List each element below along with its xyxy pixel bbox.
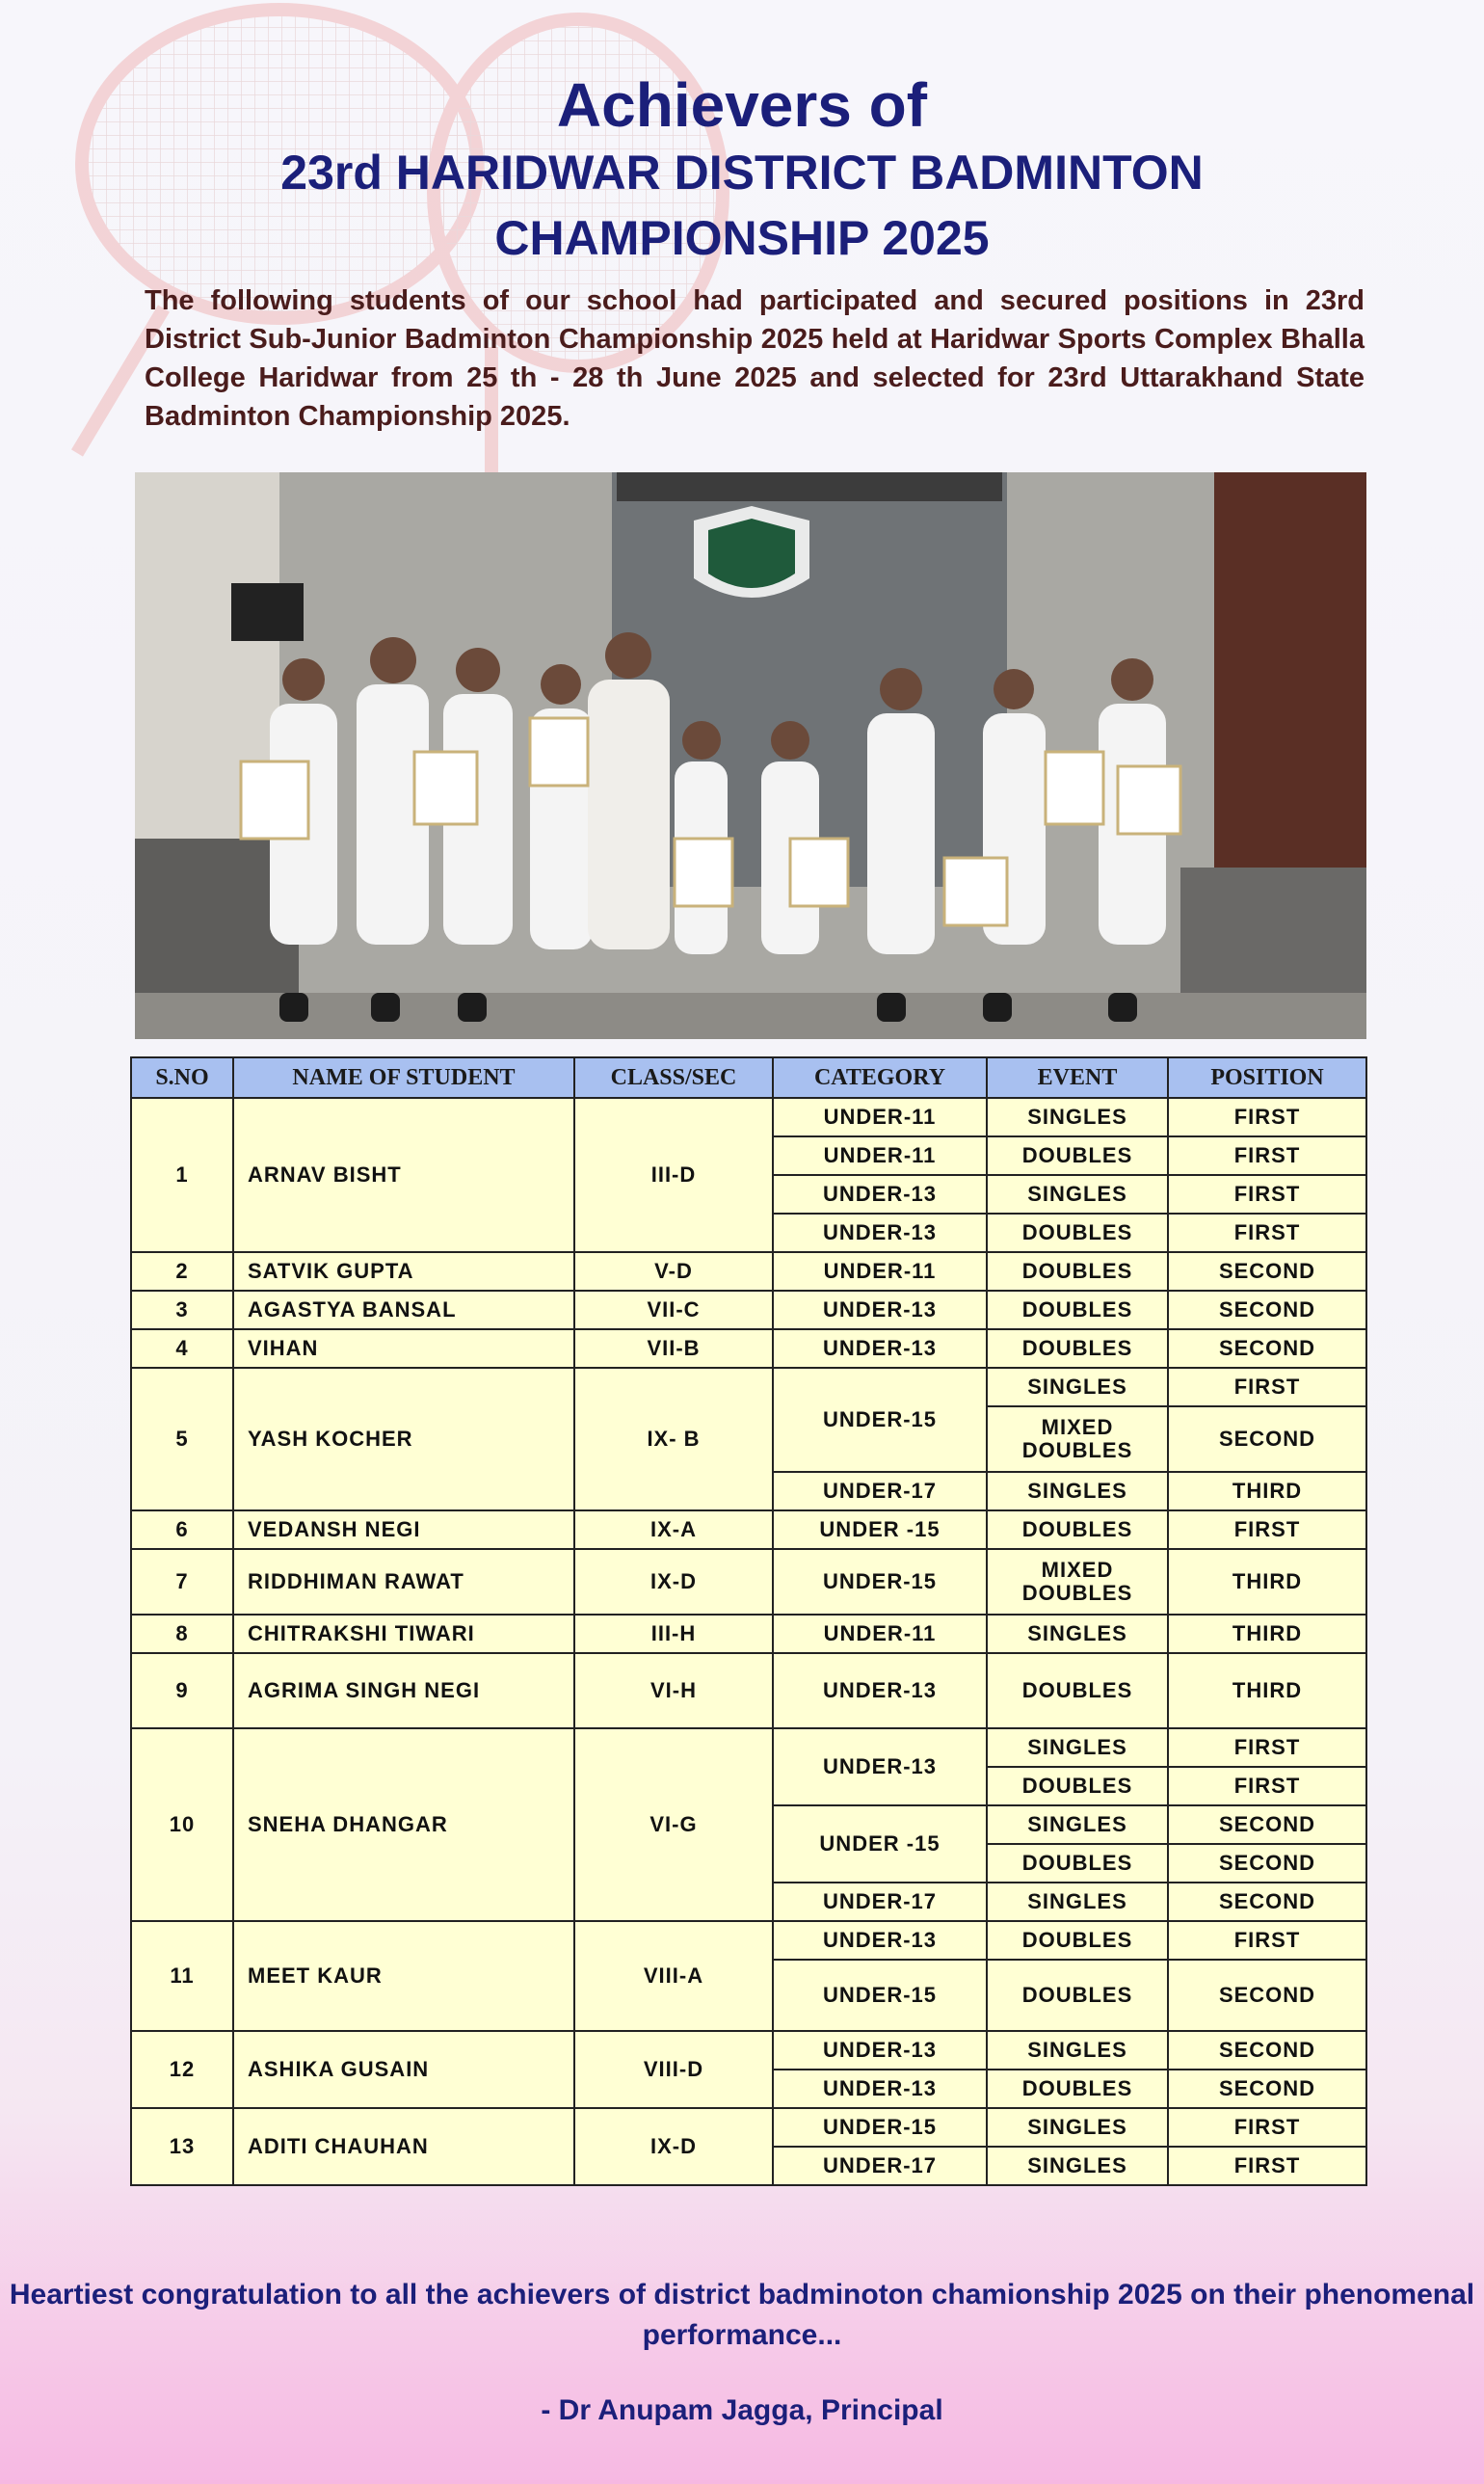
class-cell: IX-A (574, 1510, 773, 1549)
header-category: CATEGORY (773, 1057, 987, 1098)
position-cell: SECOND (1168, 1883, 1366, 1921)
position-cell: SECOND (1168, 1805, 1366, 1844)
sno-cell: 2 (131, 1252, 233, 1291)
page-title: Achievers of (556, 70, 928, 140)
position-cell: SECOND (1168, 1291, 1366, 1329)
event-cell: DOUBLES (987, 1960, 1168, 2031)
event-cell: SINGLES (987, 1805, 1168, 1844)
class-cell: IX-D (574, 2108, 773, 2185)
event-cell: SINGLES (987, 2147, 1168, 2185)
category-cell: UNDER-13 (773, 1214, 987, 1252)
position-cell: SECOND (1168, 1329, 1366, 1368)
sno-cell: 13 (131, 2108, 233, 2185)
event-cell: SINGLES (987, 1368, 1168, 1406)
position-cell: THIRD (1168, 1472, 1366, 1510)
table-row (131, 1098, 1366, 1136)
category-cell: UNDER-15 (773, 2108, 987, 2147)
table-row (131, 1615, 1366, 1653)
position-cell: FIRST (1168, 1510, 1366, 1549)
position-cell: FIRST (1168, 1136, 1366, 1175)
event-cell: SINGLES (987, 1098, 1168, 1136)
table-row (131, 1728, 1366, 1767)
student-name-cell: SNEHA DHANGAR (233, 1728, 574, 1921)
table-row (131, 1921, 1366, 1960)
table-row (131, 1252, 1366, 1291)
position-cell: THIRD (1168, 1549, 1366, 1615)
intro-paragraph: The following students of our school had participated and secured positions in 23rd District Sub-Junior Badminton Championship 2025 held at Haridwar Sports Complex Bhalla College Haridwar from 25 th - 28 th June 2025 and selected for 23rd Uttarakhand State Badminton Championship 2025. (145, 285, 1365, 432)
event-cell: SINGLES (987, 1472, 1168, 1510)
position-cell: FIRST (1168, 1098, 1366, 1136)
event-cell: DOUBLES (987, 1653, 1168, 1728)
position-cell: FIRST (1168, 1214, 1366, 1252)
table-row (131, 2031, 1366, 2070)
category-cell: UNDER -15 (773, 1805, 987, 1883)
class-cell: VII-B (574, 1329, 773, 1368)
position-cell: FIRST (1168, 2108, 1366, 2147)
position-cell: SECOND (1168, 1406, 1366, 1472)
student-name-cell: AGRIMA SINGH NEGI (233, 1653, 574, 1728)
position-cell: THIRD (1168, 1653, 1366, 1728)
sno-cell: 10 (131, 1728, 233, 1921)
category-cell: UNDER-11 (773, 1136, 987, 1175)
class-cell: IX-D (574, 1549, 773, 1615)
group-photo-image (135, 472, 1366, 1039)
table-row (131, 1653, 1366, 1728)
student-name-cell: MEET KAUR (233, 1921, 574, 2031)
header-name: NAME OF STUDENT (233, 1057, 574, 1098)
principal-signature: - Dr Anupam Jagga, Principal (541, 2394, 943, 2426)
table-row (131, 2108, 1366, 2147)
category-cell: UNDER-13 (773, 1175, 987, 1214)
sno-cell: 5 (131, 1368, 233, 1510)
event-cell: DOUBLES (987, 1252, 1168, 1291)
table-row (131, 1291, 1366, 1329)
table-row (131, 1510, 1366, 1549)
category-cell: UNDER-13 (773, 2070, 987, 2108)
event-cell: DOUBLES (987, 1767, 1168, 1805)
table-row (131, 1329, 1366, 1368)
student-name-cell: VEDANSH NEGI (233, 1510, 574, 1549)
category-cell: UNDER-17 (773, 1883, 987, 1921)
student-name-cell: YASH KOCHER (233, 1368, 574, 1510)
category-cell: UNDER-15 (773, 1549, 987, 1615)
sno-cell: 1 (131, 1098, 233, 1252)
event-cell: DOUBLES (987, 1844, 1168, 1883)
event-cell: SINGLES (987, 2108, 1168, 2147)
category-cell: UNDER-13 (773, 2031, 987, 2070)
student-name-cell: SATVIK GUPTA (233, 1252, 574, 1291)
sno-cell: 6 (131, 1510, 233, 1549)
class-cell: IX- B (574, 1368, 773, 1510)
position-cell: SECOND (1168, 2031, 1366, 2070)
student-name-cell: ARNAV BISHT (233, 1098, 574, 1252)
event-cell: DOUBLES (987, 1921, 1168, 1960)
class-cell: V-D (574, 1252, 773, 1291)
position-cell: SECOND (1168, 2070, 1366, 2108)
class-cell: VIII-D (574, 2031, 773, 2108)
category-cell: UNDER-13 (773, 1921, 987, 1960)
header-sno: S.NO (131, 1057, 233, 1098)
student-name-cell: VIHAN (233, 1329, 574, 1368)
page-subtitle-line2: CHAMPIONSHIP 2025 (494, 211, 990, 265)
position-cell: SECOND (1168, 1252, 1366, 1291)
event-cell: SINGLES (987, 2031, 1168, 2070)
position-cell: FIRST (1168, 1368, 1366, 1406)
category-cell: UNDER-15 (773, 1368, 987, 1472)
page-subtitle-line1: 23rd HARIDWAR DISTRICT BADMINTON (280, 146, 1204, 200)
event-cell: MIXED DOUBLES (987, 1406, 1168, 1472)
position-cell: SECOND (1168, 1960, 1366, 2031)
sno-cell: 7 (131, 1549, 233, 1615)
results-table (130, 1056, 1367, 2186)
position-cell: FIRST (1168, 1728, 1366, 1767)
category-cell: UNDER-11 (773, 1098, 987, 1136)
class-cell: VI-G (574, 1728, 773, 1921)
category-cell: UNDER-13 (773, 1291, 987, 1329)
table-row (131, 1368, 1366, 1406)
table-header-row (131, 1057, 1366, 1098)
header-event: EVENT (987, 1057, 1168, 1098)
category-cell: UNDER-11 (773, 1252, 987, 1291)
sno-cell: 3 (131, 1291, 233, 1329)
sno-cell: 8 (131, 1615, 233, 1653)
position-cell: SECOND (1168, 1844, 1366, 1883)
sno-cell: 12 (131, 2031, 233, 2108)
event-cell: DOUBLES (987, 1329, 1168, 1368)
category-cell: UNDER-17 (773, 1472, 987, 1510)
class-cell: VIII-A (574, 1921, 773, 2031)
category-cell: UNDER-17 (773, 2147, 987, 2185)
event-cell: SINGLES (987, 1615, 1168, 1653)
header-class: CLASS/SEC (574, 1057, 773, 1098)
event-cell: SINGLES (987, 1175, 1168, 1214)
position-cell: FIRST (1168, 2147, 1366, 2185)
event-cell: DOUBLES (987, 1291, 1168, 1329)
event-cell: DOUBLES (987, 1510, 1168, 1549)
position-cell: THIRD (1168, 1615, 1366, 1653)
class-cell: III-H (574, 1615, 773, 1653)
category-cell: UNDER-13 (773, 1728, 987, 1805)
sno-cell: 9 (131, 1653, 233, 1728)
event-cell: SINGLES (987, 1883, 1168, 1921)
class-cell: VII-C (574, 1291, 773, 1329)
position-cell: FIRST (1168, 1767, 1366, 1805)
student-name-cell: ADITI CHAUHAN (233, 2108, 574, 2185)
event-cell: DOUBLES (987, 2070, 1168, 2108)
congratulation-message: Heartiest congratulation to all the achievers of district badminoton chamionship 2025 on their phenomenal performance... (9, 2279, 1475, 2351)
table-row (131, 1549, 1366, 1615)
position-cell: FIRST (1168, 1921, 1366, 1960)
event-cell: MIXED DOUBLES (987, 1549, 1168, 1615)
category-cell: UNDER-13 (773, 1329, 987, 1368)
category-cell: UNDER -15 (773, 1510, 987, 1549)
class-cell: VI-H (574, 1653, 773, 1728)
event-cell: DOUBLES (987, 1214, 1168, 1252)
category-cell: UNDER-13 (773, 1653, 987, 1728)
position-cell: FIRST (1168, 1175, 1366, 1214)
sno-cell: 11 (131, 1921, 233, 2031)
student-name-cell: AGASTYA BANSAL (233, 1291, 574, 1329)
student-name-cell: RIDDHIMAN RAWAT (233, 1549, 574, 1615)
sno-cell: 4 (131, 1329, 233, 1368)
event-cell: DOUBLES (987, 1136, 1168, 1175)
student-name-cell: ASHIKA GUSAIN (233, 2031, 574, 2108)
class-cell: III-D (574, 1098, 773, 1252)
header-position: POSITION (1168, 1057, 1366, 1098)
category-cell: UNDER-15 (773, 1960, 987, 2031)
student-name-cell: CHITRAKSHI TIWARI (233, 1615, 574, 1653)
event-cell: SINGLES (987, 1728, 1168, 1767)
category-cell: UNDER-11 (773, 1615, 987, 1653)
